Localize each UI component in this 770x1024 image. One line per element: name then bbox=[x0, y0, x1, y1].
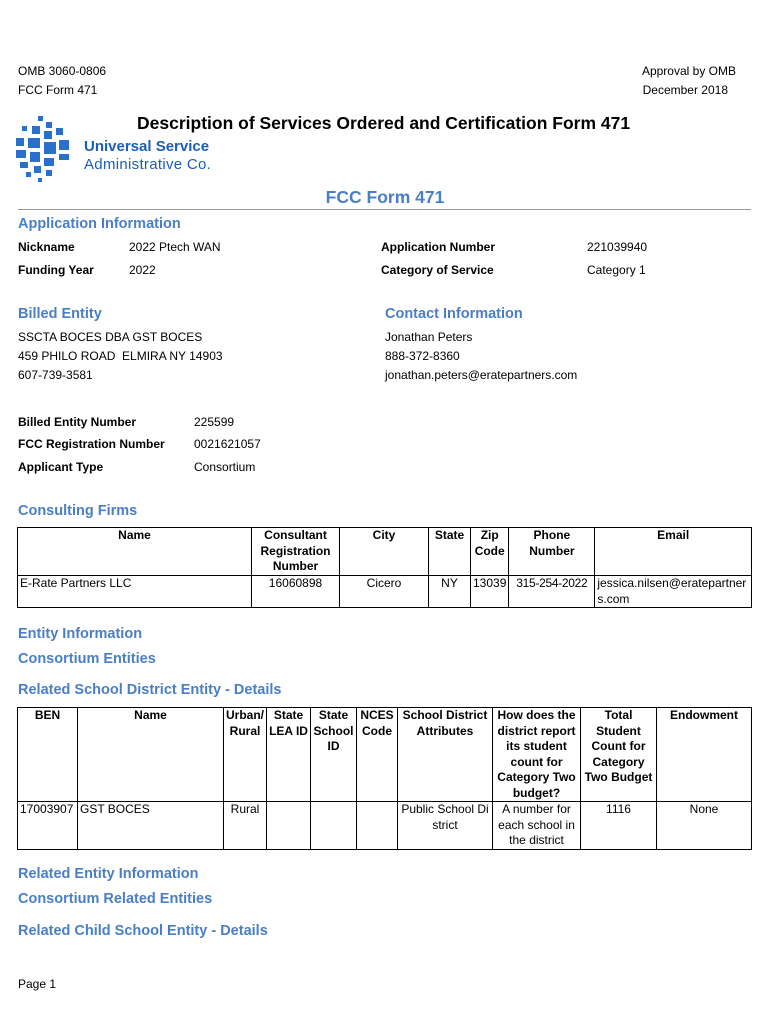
col-ben: BEN bbox=[18, 708, 78, 802]
approval-label: Approval by OMB bbox=[641, 64, 736, 78]
billed-entity-number-value: 225599 bbox=[194, 415, 235, 429]
col-endowment: Endowment bbox=[657, 708, 752, 802]
application-number-label: Application Number bbox=[381, 240, 496, 254]
applicant-type-label: Applicant Type bbox=[18, 460, 104, 474]
related-child-heading: Related Child School Entity - Details bbox=[18, 923, 268, 939]
district-urban-rural: Rural bbox=[224, 802, 267, 850]
col-city: City bbox=[340, 528, 429, 576]
omb-number: OMB 3060-0806 bbox=[18, 64, 107, 78]
col-district-attributes: School District Attributes bbox=[398, 708, 493, 802]
logo-line2: Administrative Co. bbox=[84, 156, 212, 173]
consulting-firms-heading: Consulting Firms bbox=[18, 503, 138, 519]
funding-year-value: 2022 bbox=[129, 263, 156, 277]
consultant-city: Cicero bbox=[340, 576, 429, 608]
col-zip: Zip Code bbox=[471, 528, 509, 576]
district-lea-id bbox=[267, 802, 311, 850]
consulting-firms-table bbox=[17, 527, 752, 608]
funding-year-label: Funding Year bbox=[18, 263, 94, 277]
application-info-heading: Application Information bbox=[18, 216, 181, 232]
category-label: Category of Service bbox=[381, 263, 494, 277]
school-district-heading: Related School District Entity - Details bbox=[18, 682, 282, 698]
application-number-value: 221039940 bbox=[587, 240, 648, 254]
billed-entity-address: 459 PHILO ROAD ELMIRA NY 14903 bbox=[18, 349, 223, 363]
district-report-method: A number for each school in the district bbox=[493, 802, 581, 850]
contact-email: jonathan.peters@eratepartners.com bbox=[385, 368, 578, 382]
usac-logo-icon bbox=[14, 114, 78, 184]
applicant-type-value: Consortium bbox=[194, 460, 256, 474]
district-nces bbox=[357, 802, 398, 850]
consultant-reg: 16060898 bbox=[252, 576, 340, 608]
consortium-related-heading: Consortium Related Entities bbox=[18, 891, 213, 907]
col-state: State bbox=[429, 528, 471, 576]
nickname-label: Nickname bbox=[18, 240, 75, 254]
col-urban-rural: Urban/ Rural bbox=[224, 708, 267, 802]
district-endowment: None bbox=[657, 802, 752, 850]
billed-entity-number-label: Billed Entity Number bbox=[18, 415, 137, 429]
contact-info-heading: Contact Information bbox=[385, 306, 523, 322]
contact-name: Jonathan Peters bbox=[385, 330, 473, 344]
consultant-name: E-Rate Partners LLC bbox=[18, 576, 252, 608]
form-name: FCC Form 471 bbox=[18, 83, 98, 97]
logo-line1: Universal Service bbox=[84, 138, 210, 155]
district-attributes: Public School District bbox=[398, 802, 493, 850]
page-title: Description of Services Ordered and Certification Form 471 bbox=[137, 113, 631, 133]
header-divider bbox=[18, 209, 751, 210]
consortium-entities-heading: Consortium Entities bbox=[18, 651, 156, 667]
table-row bbox=[18, 576, 752, 608]
col-registration: Consultant Registration Number bbox=[252, 528, 340, 576]
table-header-row bbox=[18, 528, 752, 576]
category-value: Category 1 bbox=[587, 263, 646, 277]
billed-entity-phone: 607-739-3581 bbox=[18, 368, 93, 382]
billed-entity-heading: Billed Entity bbox=[18, 306, 102, 322]
page-number: Page 1 bbox=[18, 977, 57, 991]
approval-date: December 2018 bbox=[642, 83, 728, 97]
fcc-registration-value: 0021621057 bbox=[194, 437, 261, 451]
nickname-value: 2022 Ptech WAN bbox=[129, 240, 221, 254]
consultant-email: jessica.nilsen@eratepartners.com bbox=[595, 576, 752, 608]
form-heading: FCC Form 471 bbox=[325, 187, 445, 207]
col-report-method: How does the district report its student count for Category Two budget? bbox=[493, 708, 581, 802]
district-school-id bbox=[311, 802, 357, 850]
col-name: Name bbox=[18, 528, 252, 576]
contact-phone: 888-372-8360 bbox=[385, 349, 460, 363]
fcc-registration-label: FCC Registration Number bbox=[18, 437, 165, 451]
col-email: Email bbox=[595, 528, 752, 576]
consultant-zip: 13039 bbox=[471, 576, 509, 608]
col-total-student-count: Total Student Count for Category Two Budget bbox=[581, 708, 657, 802]
col-state-lea-id: State LEA ID bbox=[267, 708, 311, 802]
col-phone: Phone Number bbox=[509, 528, 595, 576]
col-name: Name bbox=[78, 708, 224, 802]
billed-entity-name: SSCTA BOCES DBA GST BOCES bbox=[18, 330, 203, 344]
school-district-table bbox=[17, 707, 752, 850]
table-header-row bbox=[18, 708, 752, 802]
col-nces-code: NCES Code bbox=[357, 708, 398, 802]
district-total-students: 1116 bbox=[581, 802, 657, 850]
col-state-school-id: State School ID bbox=[311, 708, 357, 802]
consultant-state: NY bbox=[429, 576, 471, 608]
consultant-phone: 315-254-2022 bbox=[509, 576, 595, 608]
entity-info-heading: Entity Information bbox=[18, 626, 143, 642]
related-entity-heading: Related Entity Information bbox=[18, 866, 199, 882]
table-row bbox=[18, 802, 752, 850]
district-ben: 17003907 bbox=[18, 802, 78, 850]
district-name: GST BOCES bbox=[78, 802, 224, 850]
